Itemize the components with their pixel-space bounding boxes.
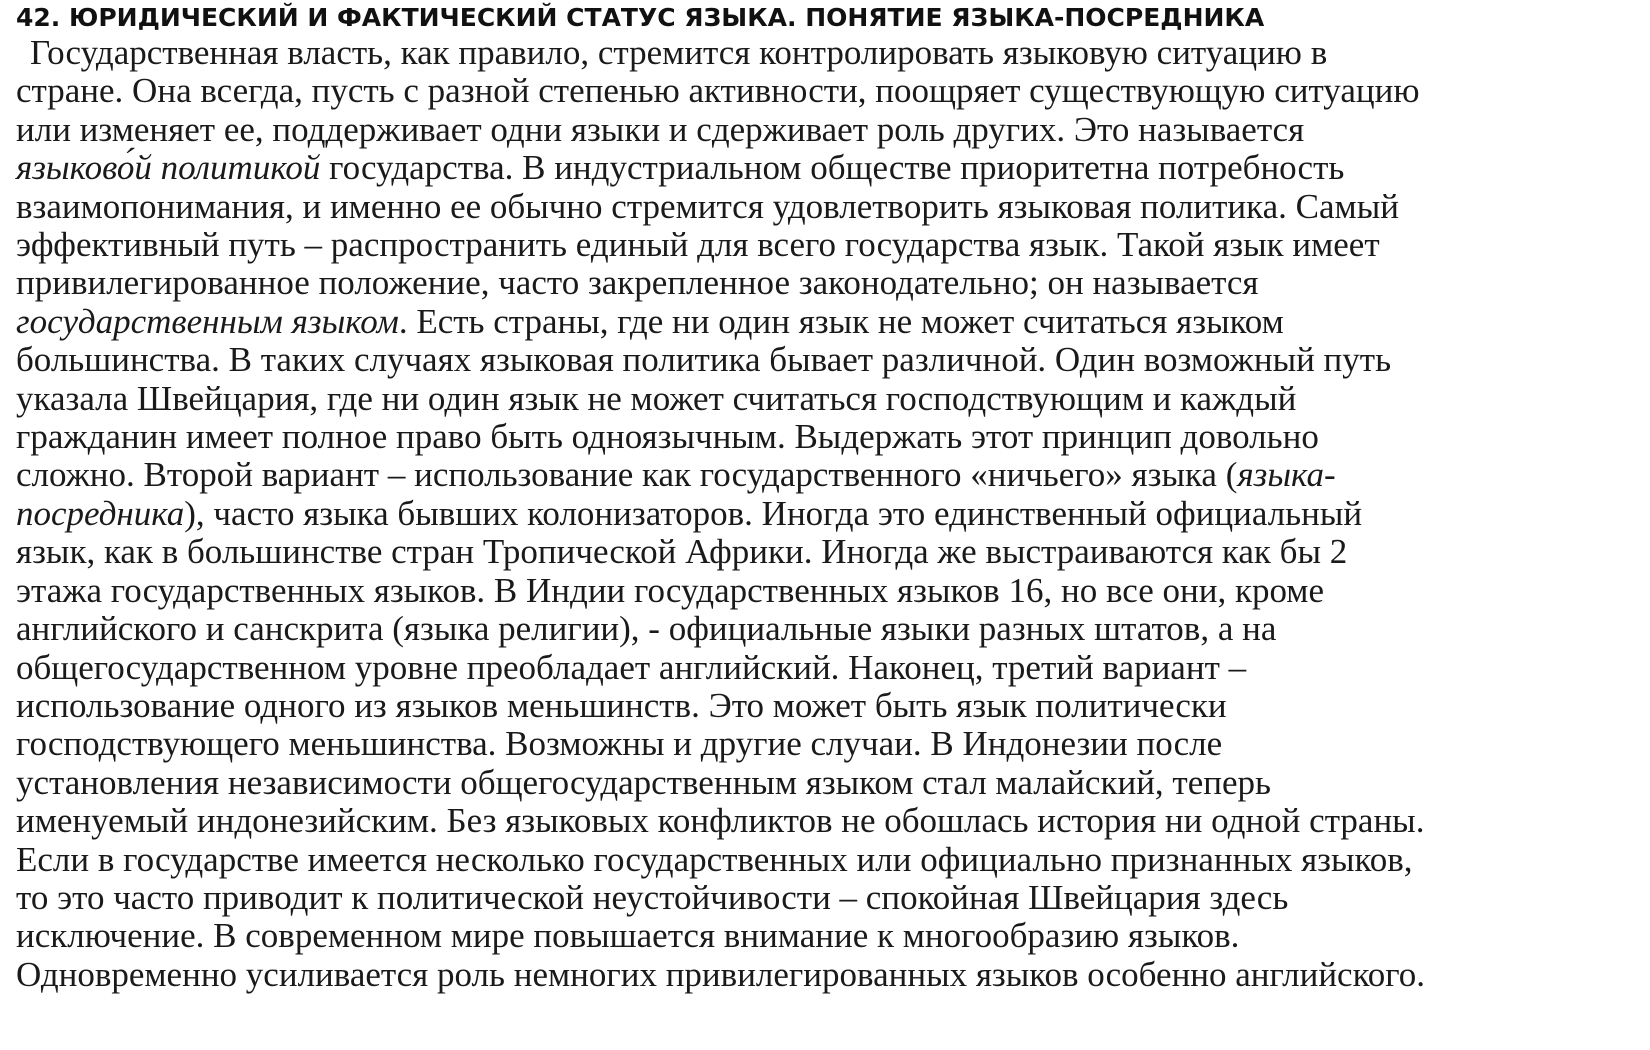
body-paragraph [16, 34, 1641, 994]
term-state-language: государственным языком [16, 301, 399, 341]
document-page [16, 2, 1641, 994]
text-line: взаимопонимания, и именно ее обычно стремится удовлетворить языковая политика. Самый [16, 186, 1399, 226]
term-intermediary-language-start: языка- [1237, 455, 1336, 495]
term-intermediary-language-end: посредника [16, 493, 185, 533]
text-line: Если в государстве имеется несколько государственных или официально признанных языков, [16, 839, 1413, 879]
term-language-policy: языково́й политикой [16, 148, 321, 188]
text-line: установления независимости общегосударственным языком стал малайский, теперь [16, 762, 1271, 802]
text-line: эффективный путь – распространить единый для всего государства язык. Такой язык имеет [16, 225, 1380, 265]
text-line: язык, как в большинстве стран Тропической Африки. Иногда же выстраиваются как бы 2 [16, 532, 1348, 572]
text-line: большинства. В таких случаях языковая политика бывает различной. Один возможный путь [16, 340, 1392, 380]
text-line: государственным языком. Есть страны, где ни один язык не может считаться языком [16, 301, 1284, 341]
text-line: или изменяет ее, поддерживает одни языки и сдерживает роль других. Это называется [16, 109, 1305, 149]
text-line: Одновременно усиливается роль немногих привилегированных языков особенно английского. [16, 954, 1426, 994]
text-line: именуемый индонезийским. Без языковых конфликтов не обошлась история ни одной страны. [16, 801, 1425, 841]
text-line: Государственная власть, как правило, стремится контролировать языковую ситуацию в [30, 33, 1328, 72]
text-line: господствующего меньшинства. Возможны и другие случаи. В Индонезии после [16, 724, 1223, 764]
text-line: привилегированное положение, часто закрепленное законодательно; он называется [16, 263, 1259, 303]
text-line: использование одного из языков меньшинств. Это может быть язык политически [16, 685, 1227, 725]
text-line: языково́й политикой государства. В индустриальном обществе приоритетна потребность [16, 148, 1345, 188]
text-line: то это часто приводит к политической неустойчивости – спокойная Швейцария здесь [16, 877, 1289, 917]
text-line: стране. Она всегда, пусть с разной степенью активности, поощряет существующую ситуацию [16, 71, 1420, 111]
text-line: этажа государственных языков. В Индии государственных языков 16, но все они, кроме [16, 570, 1324, 610]
text-line: указала Швейцария, где ни один язык не может считаться господствующим и каждый [16, 378, 1297, 418]
text-line: гражданин имеет полное право быть одноязычным. Выдержать этот принцип довольно [16, 417, 1319, 457]
text-line: сложно. Второй вариант – использование как государственного «ничьего» языка (языка- [16, 455, 1336, 495]
text-line: исключение. В современном мире повышается внимание к многообразию языков. [16, 916, 1240, 956]
text-line: посредника), часто языка бывших колонизаторов. Иногда это единственный официальный [16, 493, 1363, 533]
text-line: общегосударственном уровне преобладает английский. Наконец, третий вариант – [16, 647, 1247, 687]
text-line: английского и санскрита (языка религии), - официальные языки разных штатов, а на [16, 609, 1277, 649]
section-heading: 42. ЮРИДИЧЕСКИЙ И ФАКТИЧЕСКИЙ СТАТУС ЯЗЫКА. ПОНЯТИЕ ЯЗЫКА-ПОСРЕДНИКА [16, 3, 1265, 32]
